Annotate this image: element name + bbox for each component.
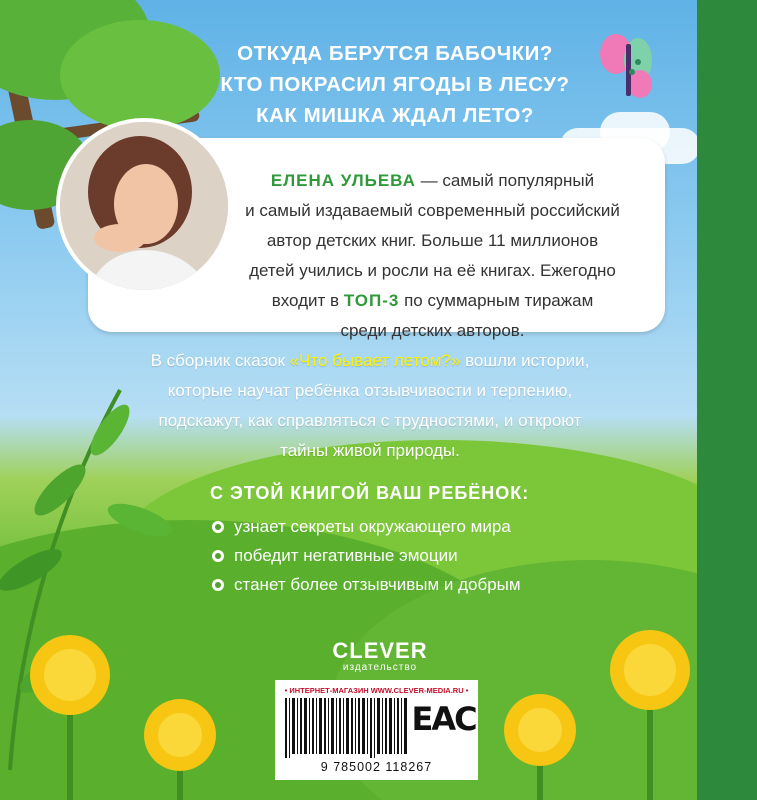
bio-text: среди детских авторов. [340,321,525,340]
dandelion-icon [495,690,585,800]
dandelion-icon [20,630,120,800]
publisher-logo [330,638,430,673]
bio-text: — самый популярный [415,171,595,190]
question: ОТКУДА БЕРУТСЯ БАБОЧКИ? [237,42,553,65]
bio-text: и самый издаваемый современный российский [245,201,620,220]
desc-text: вошли истории, [460,351,590,370]
dandelion-icon [600,625,700,800]
benefit-text: станет более отзывчивым и добрым [234,575,521,594]
bio-text: детей учились и росли на её книгах. Ежегодно [249,261,616,280]
desc-text: подскажут, как справляться с трудностями, и откроют [158,411,582,430]
bullet-icon [212,521,224,533]
top3-badge: ТОП-3 [343,291,400,310]
benefit-item [212,541,521,570]
questions-block [180,38,610,131]
book-spine [697,0,757,800]
author-bio [205,166,660,346]
bio-text: по суммарным тиражам [399,291,594,310]
book-title: «Что бывает летом?» [289,351,461,370]
benefits-title: С ЭТОЙ КНИГОЙ ВАШ РЕБЁНОК: [210,483,530,503]
desc-text: В сборник сказок [150,351,290,370]
desc-text: тайны живой природы. [280,441,460,460]
publisher-name: CLEVER [332,638,428,663]
benefit-item [212,512,521,541]
eac-mark: EAC [411,700,476,738]
desc-text: которые научат ребёнка отзывчивости и терпению, [167,381,573,400]
bullet-icon [212,550,224,562]
benefit-text: узнает секреты окружающего мира [234,517,511,536]
question: КАК МИШКА ЖДАЛ ЛЕТО? [256,104,534,127]
publisher-subtitle: издательство [342,662,418,673]
benefit-item [212,570,521,599]
author-name: ЕЛЕНА УЛЬЕВА [270,171,416,190]
benefits-list [212,512,521,599]
bio-text: входит в [271,291,344,310]
isbn-number: 9 785002 118267 [320,760,433,774]
question: КТО ПОКРАСИЛ ЯГОДЫ В ЛЕСУ? [220,73,570,96]
shop-url: • ИНТЕРНЕТ-МАГАЗИН WWW.CLEVER-MEDIA.RU • [284,686,469,695]
bio-text: автор детских книг. Больше 11 миллионов [266,231,599,250]
dandelion-icon [135,695,225,800]
benefit-text: победит негативные эмоции [234,546,458,565]
bullet-icon [212,579,224,591]
